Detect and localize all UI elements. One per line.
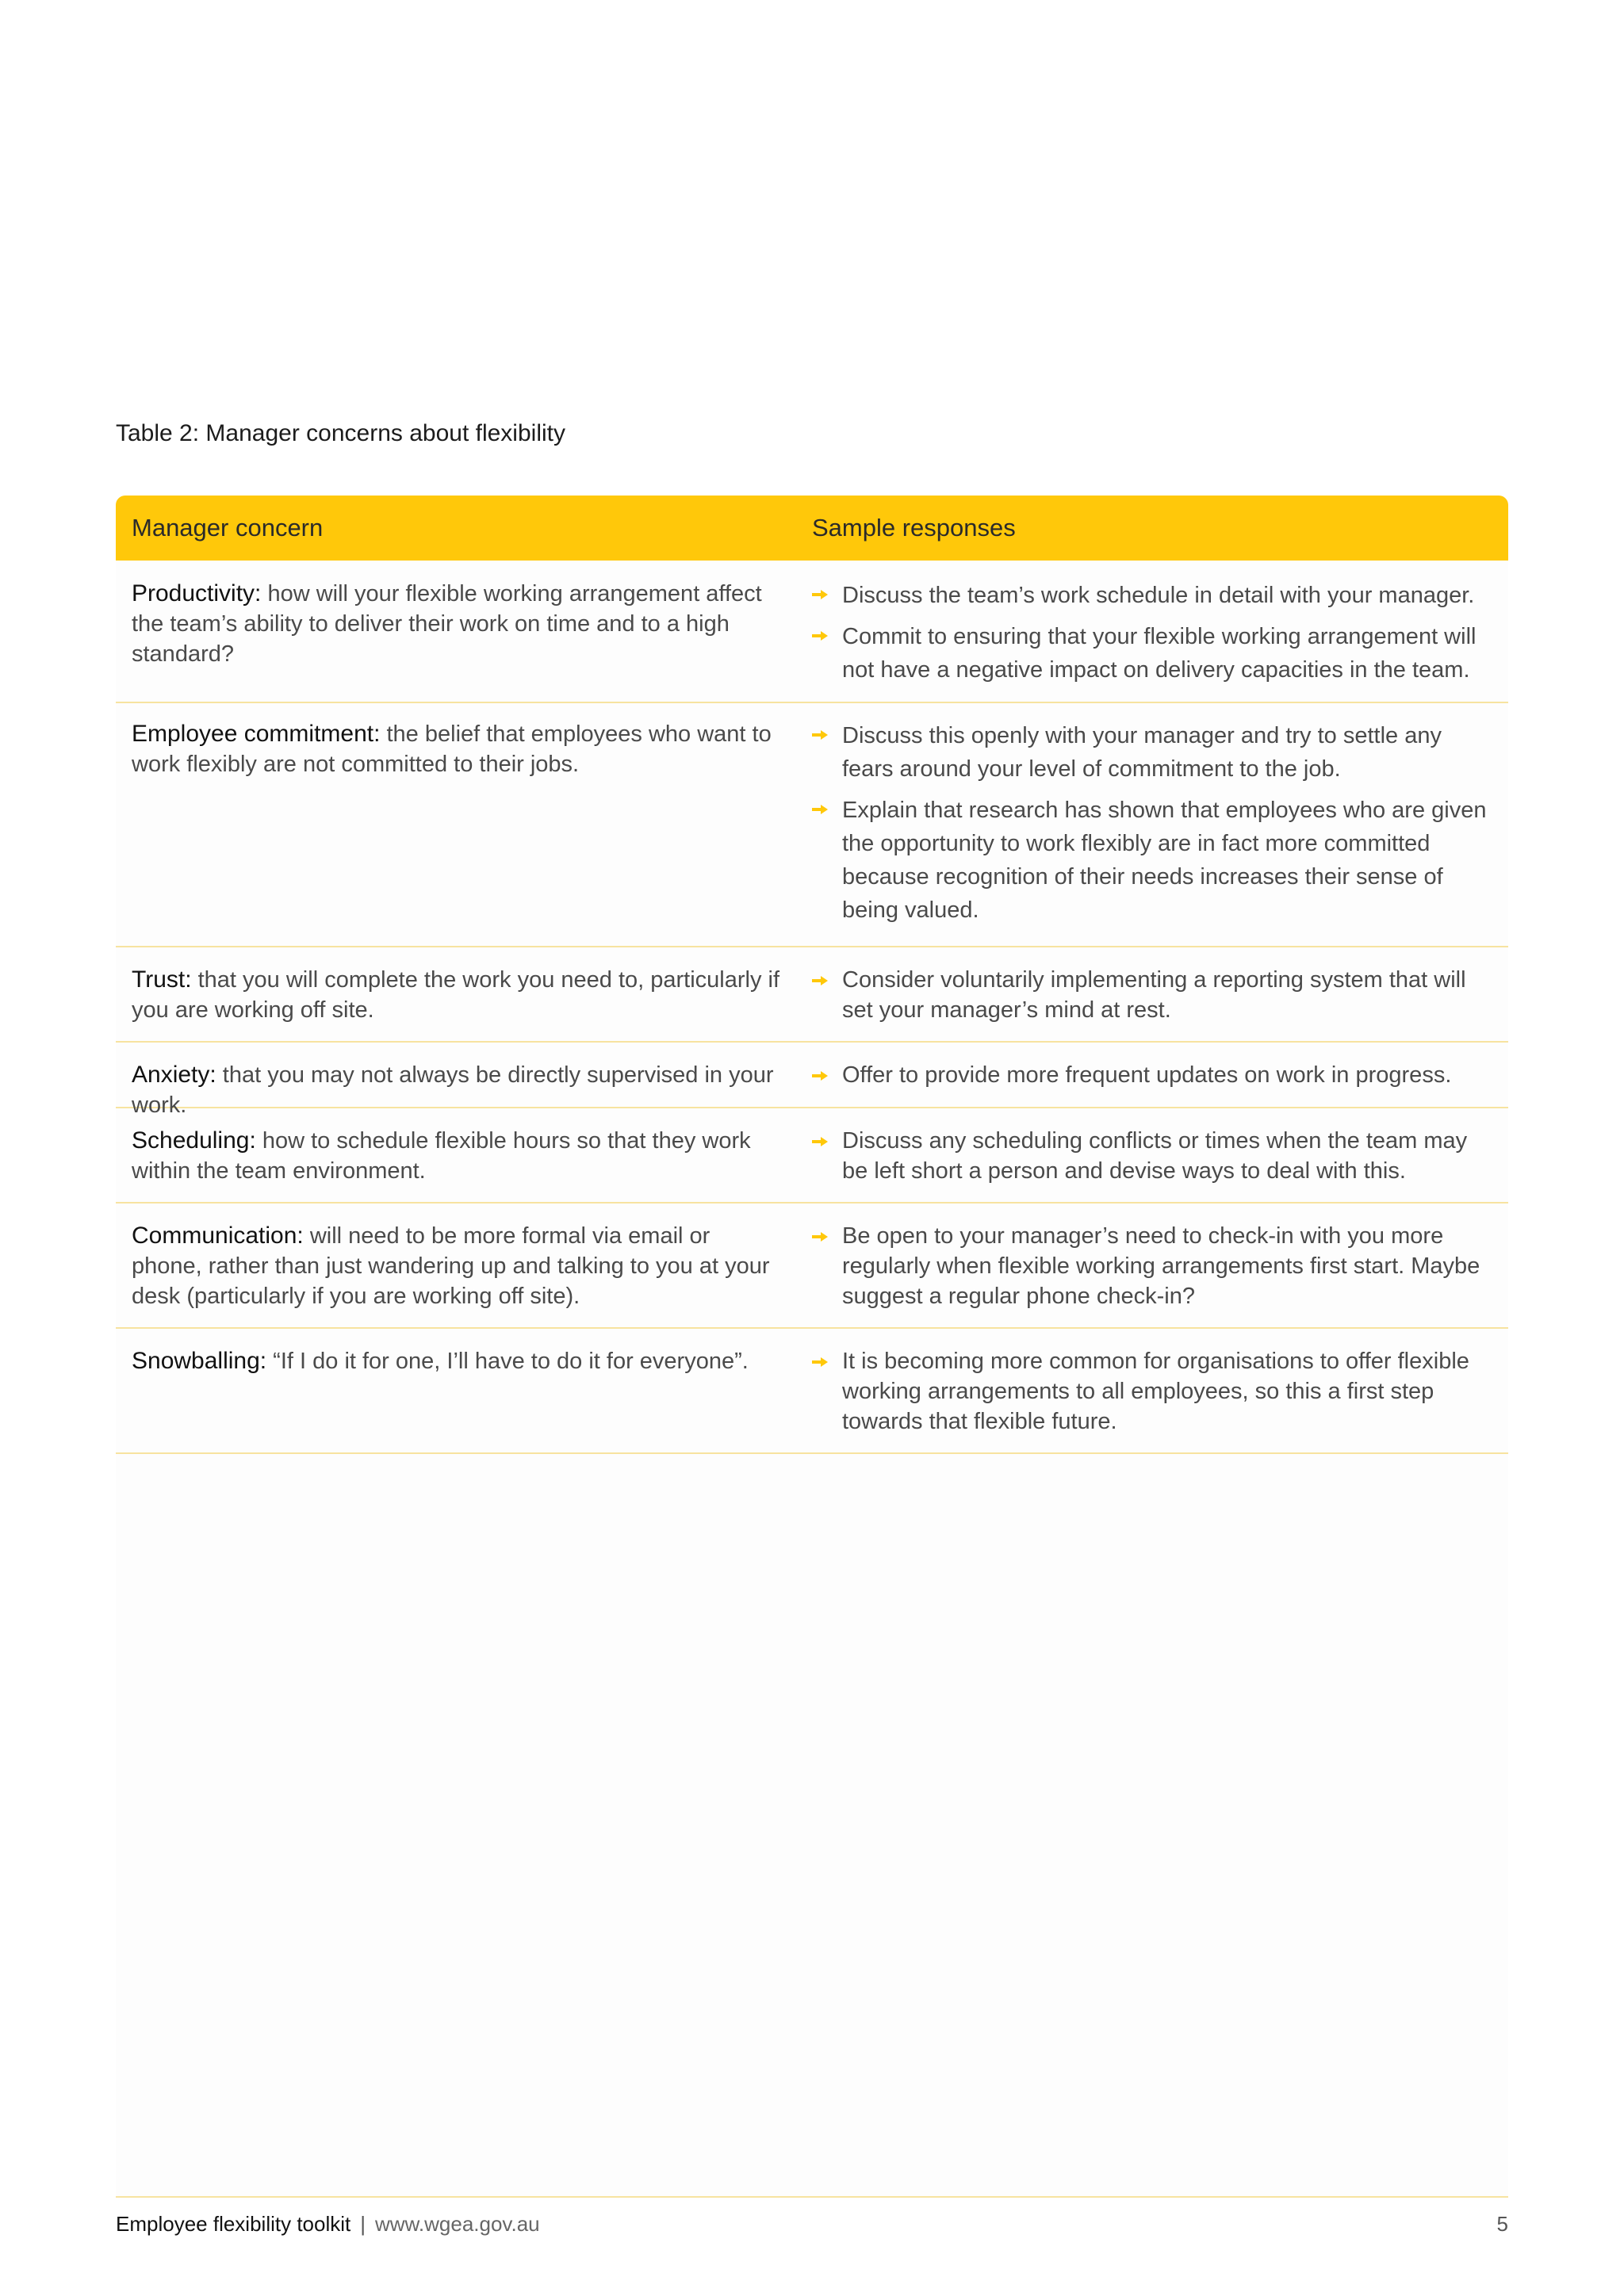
concern-cell xyxy=(116,1346,796,1452)
concern-cell xyxy=(116,965,796,1041)
footer-url-link[interactable]: www.wgea.gov.au xyxy=(375,2212,540,2236)
concern-text: that you will complete the work you need to, particularly if you are working off site. xyxy=(132,967,780,1023)
list-item xyxy=(812,719,1497,786)
concern-text: “If I do it for one, I’ll have to do it for everyone”. xyxy=(266,1349,749,1374)
concern-cell xyxy=(116,719,796,946)
page-number: 5 xyxy=(1496,2212,1508,2236)
arrow-right-icon xyxy=(812,805,828,814)
responses-cell xyxy=(796,1060,1508,1107)
concern-text: how to schedule flexible hours so that they work within the team environment. xyxy=(132,1128,751,1184)
responses-cell xyxy=(796,965,1508,1041)
response-text: It is becoming more common for organisations to offer flexible working arrangements to all employees, so this a first step towards that flexible future. xyxy=(842,1349,1469,1434)
response-text: Discuss this openly with your manager and try to settle any fears around your level of commitment to the job. xyxy=(842,723,1442,782)
header-manager-concern: Manager concern xyxy=(132,514,324,541)
arrow-right-icon xyxy=(812,631,828,641)
responses-cell xyxy=(796,1221,1508,1327)
list-item xyxy=(812,579,1497,612)
arrow-right-icon xyxy=(812,1357,828,1367)
footer-divider xyxy=(116,2196,1508,2198)
arrow-right-icon xyxy=(812,976,828,985)
arrow-right-icon xyxy=(812,590,828,599)
concern-cell xyxy=(116,1060,796,1118)
header-sample-responses: Sample responses xyxy=(812,514,1016,541)
response-text: Discuss the team’s work schedule in detail with your manager. xyxy=(842,583,1475,608)
table-caption: Table 2: Manager concerns about flexibility xyxy=(116,420,565,446)
table-row xyxy=(116,1108,1508,1203)
arrow-right-icon xyxy=(812,1071,828,1081)
arrow-right-icon xyxy=(812,1232,828,1242)
list-item xyxy=(812,794,1497,927)
response-text: Discuss any scheduling conflicts or times when the team may be left short a person and devise ways to deal with this. xyxy=(842,1128,1468,1184)
concern-cell xyxy=(116,1221,796,1327)
table-row xyxy=(116,1329,1508,1454)
concern-text: how will your flexible working arrangement affect the team’s ability to deliver their work on time and to a high standard? xyxy=(132,581,762,667)
concern-text: the belief that employees who want to work flexibly are not committed to their jobs. xyxy=(132,721,772,777)
concern-term: Trust: xyxy=(132,966,192,993)
concern-term: Anxiety: xyxy=(132,1062,216,1088)
responses-cell xyxy=(796,719,1508,946)
concern-term: Scheduling: xyxy=(132,1127,256,1154)
concern-term: Productivity: xyxy=(132,580,262,607)
footer-separator: | xyxy=(360,2212,366,2236)
list-item xyxy=(812,1221,1497,1311)
responses-cell xyxy=(796,1126,1508,1202)
concern-term: Employee commitment: xyxy=(132,721,381,747)
response-text: Be open to your manager’s need to check-in with you more regularly when flexible working arrangements first start. Maybe suggest a regular phone check-in? xyxy=(842,1223,1480,1309)
footer-title: Employee flexibility toolkit xyxy=(116,2212,351,2236)
response-text: Explain that research has shown that employees who are given the opportunity to work flexibly are in fact more committed because recognition of their needs increases their sense of being valued. xyxy=(842,798,1487,923)
list-item xyxy=(812,1126,1497,1186)
concern-term: Communication: xyxy=(132,1223,304,1249)
responses-cell xyxy=(796,579,1508,702)
concern-term: Snowballing: xyxy=(132,1348,267,1374)
concern-text: will need to be more formal via email or phone, rather than just wandering up and talking to you at your desk (particularly if you are working off site). xyxy=(132,1223,770,1309)
table-row xyxy=(116,1203,1508,1329)
concern-cell xyxy=(116,1126,796,1202)
concern-cell xyxy=(116,579,796,702)
table-row xyxy=(116,947,1508,1043)
table-row xyxy=(116,561,1508,703)
concern-text: that you may not always be directly supervised in your work. xyxy=(132,1062,774,1118)
page-footer xyxy=(116,2212,1508,2237)
response-text: Offer to provide more frequent updates on work in progress. xyxy=(842,1062,1452,1088)
table-header xyxy=(116,496,1508,561)
table-row xyxy=(116,703,1508,947)
responses-cell xyxy=(796,1346,1508,1452)
response-text: Commit to ensuring that your flexible working arrangement will not have a negative impact on delivery capacities in the team. xyxy=(842,624,1477,683)
table-row xyxy=(116,1043,1508,1118)
arrow-right-icon xyxy=(812,1137,828,1146)
list-item xyxy=(812,1346,1497,1437)
list-item xyxy=(812,965,1497,1025)
arrow-right-icon xyxy=(812,730,828,740)
list-item xyxy=(812,620,1497,687)
list-item xyxy=(812,1060,1497,1090)
manager-concerns-table xyxy=(116,496,1508,1454)
response-text: Consider voluntarily implementing a reporting system that will set your manager’s mind at rest. xyxy=(842,967,1466,1023)
